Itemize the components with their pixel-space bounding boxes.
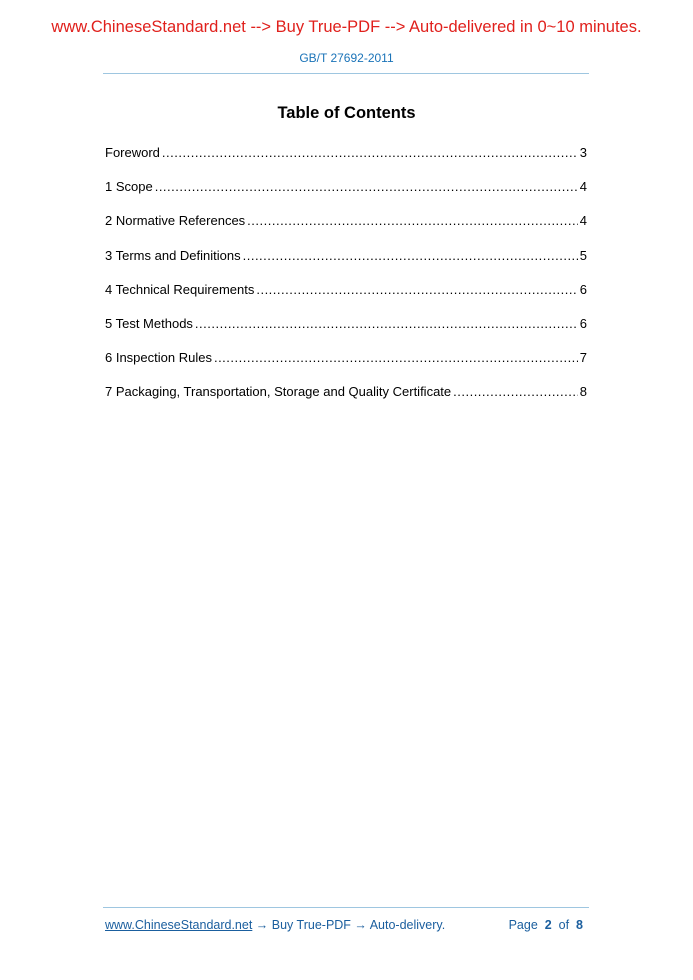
current-page-number: 2	[544, 918, 552, 932]
toc-leader-dots	[247, 213, 578, 228]
website-link[interactable]: www.ChineseStandard.net	[105, 918, 253, 932]
toc-leader-dots	[195, 316, 578, 331]
document-code: GB/T 27692-2011	[299, 51, 394, 65]
toc-entry-label: 5 Test Methods	[105, 315, 193, 331]
toc-leader-dots	[155, 179, 578, 194]
toc-title: Table of Contents	[277, 104, 416, 122]
toc-entry-label: Foreword	[105, 145, 160, 160]
toc-entry-page: 8	[579, 384, 587, 400]
toc-entry-page: 7	[579, 350, 587, 366]
toc-list	[105, 145, 587, 419]
toc-leader-dots	[453, 384, 578, 399]
toc-leader-dots	[214, 350, 578, 365]
footer-tagline: → Buy True-PDF → Auto-delivery.	[252, 918, 446, 932]
toc-entry-page: 5	[579, 247, 587, 263]
header-divider	[103, 73, 589, 74]
total-pages-number: 8	[576, 918, 583, 932]
toc-entry-terms-definitions[interactable]	[105, 248, 587, 282]
toc-entry-label: 4 Technical Requirements	[105, 281, 255, 297]
toc-entry-scope[interactable]	[105, 179, 587, 213]
toc-entry-label: 6 Inspection Rules	[105, 350, 212, 366]
top-banner: www.ChineseStandard.net --> Buy True-PDF --> Auto-delivered in 0~10 minutes.	[51, 18, 642, 36]
toc-entry-inspection-rules[interactable]	[105, 350, 587, 384]
toc-entry-label: 7 Packaging, Transportation, Storage and Quality Certificate	[105, 384, 452, 400]
toc-entry-page: 6	[579, 315, 587, 331]
toc-entry-label: 2 Normative References	[105, 213, 246, 229]
toc-entry-foreword[interactable]	[105, 145, 587, 179]
page-word: Page	[508, 918, 538, 932]
toc-entry-technical-requirements[interactable]	[105, 282, 587, 316]
toc-entry-page: 4	[579, 179, 587, 195]
toc-entry-page: 6	[579, 281, 587, 297]
footer-divider	[103, 907, 589, 908]
toc-leader-dots	[162, 145, 578, 160]
toc-entry-page: 4	[579, 213, 587, 229]
toc-entry-packaging[interactable]	[105, 384, 587, 418]
toc-leader-dots	[243, 248, 578, 263]
toc-entry-label: 3 Terms and Definitions	[105, 247, 241, 263]
page-of-word: of	[558, 918, 570, 932]
toc-leader-dots	[256, 282, 577, 297]
footer-promo	[105, 918, 445, 932]
toc-entry-test-methods[interactable]	[105, 316, 587, 350]
toc-entry-normative-references[interactable]	[105, 213, 587, 247]
page-indicator	[509, 918, 583, 932]
toc-entry-label: 1 Scope	[105, 179, 153, 195]
toc-entry-page: 3	[579, 145, 587, 160]
